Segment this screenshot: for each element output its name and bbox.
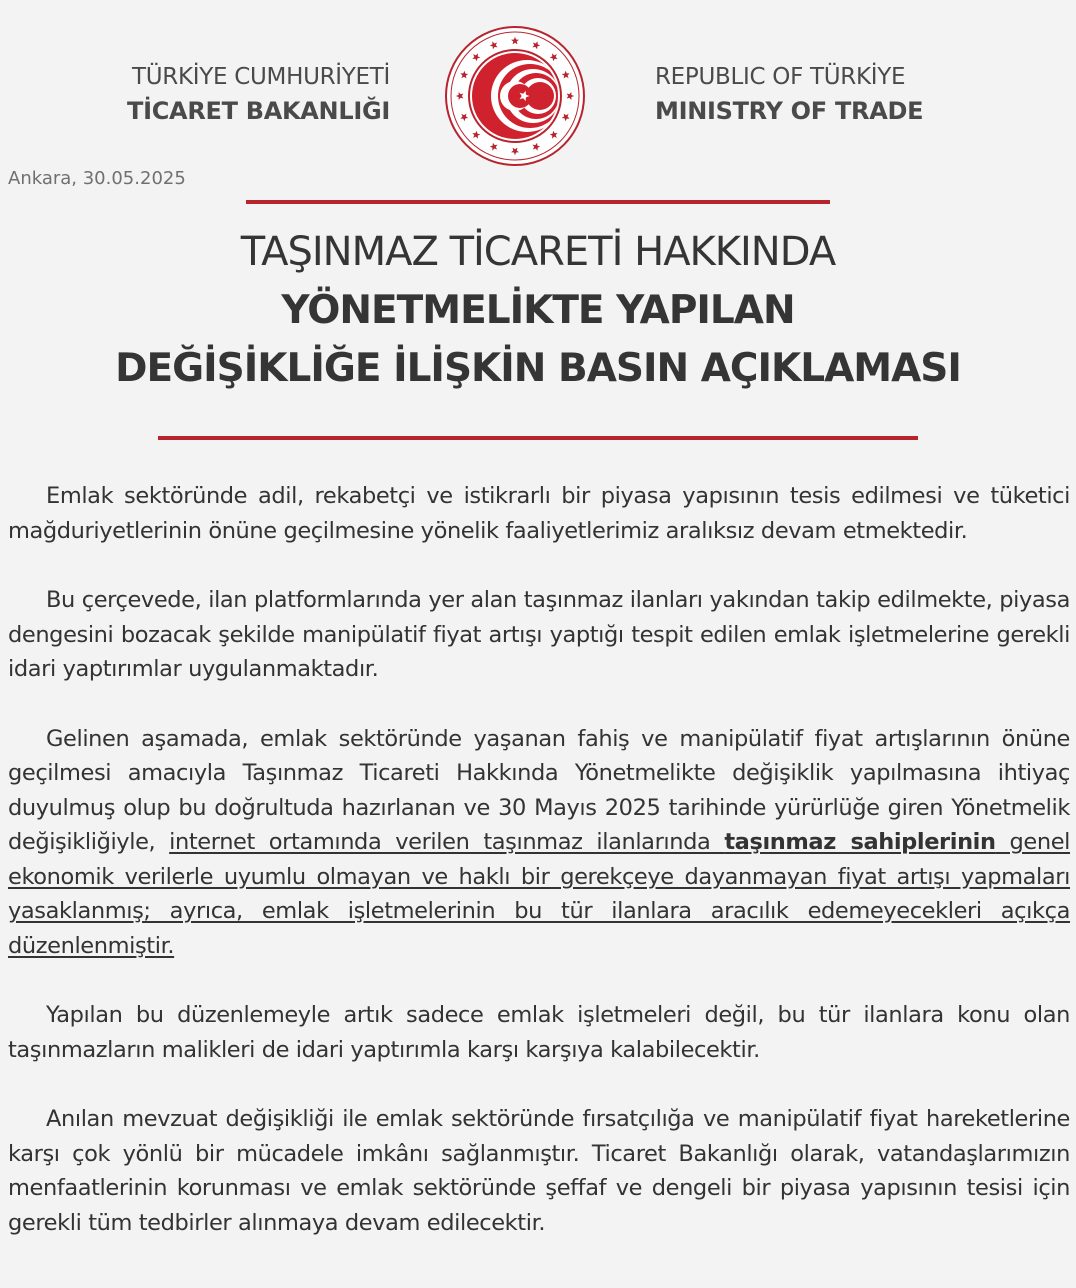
header-left bbox=[60, 60, 390, 128]
title-line1: TAŞINMAZ TİCARETİ HAKKINDA bbox=[240, 229, 836, 275]
header-left-line1: TÜRKİYE CUMHURİYETİ bbox=[132, 64, 390, 90]
paragraph-2: Bu çerçevede, ilan platformlarında yer alan taşınmaz ilanları yakından takip edilmekte, piyasa dengesini bozacak şekilde manipülatif fiyat artışı yaptığı tespit edilen emlak işletmelerine gerekli idari yaptırımlar uygulanmaktadır. bbox=[8, 587, 1070, 682]
paragraph-4: Yapılan bu düzenlemeyle artık sadece emlak işletmeleri değil, bu tür ilanlara konu olan taşınmazların malikleri de idari yaptırımla karşı karşıya kalabilecektir. bbox=[8, 1002, 1070, 1063]
paragraph-1: Emlak sektöründe adil, rekabetçi ve istikrarlı bir piyasa yapısının tesis edilmesi ve tüketici mağduriyetlerinin önüne geçilmesine yönelik faaliyetlerimiz aralıksız devam etmektedir. bbox=[8, 483, 1070, 544]
press-release-date: Ankara, 30.05.2025 bbox=[8, 168, 186, 189]
header-right-line2: MINISTRY OF TRADE bbox=[655, 97, 924, 125]
top-divider bbox=[246, 200, 830, 204]
page-title bbox=[0, 222, 1076, 398]
title-line3: DEĞİŞİKLİĞE İLİŞKİN BASIN AÇIKLAMASI bbox=[115, 346, 961, 391]
paragraph-3 bbox=[8, 722, 1070, 964]
paragraph-5: Anılan mevzuat değişikliği ile emlak sektöründe fırsatçılığa ve manipülatif fiyat hareketlerine karşı çok yönlü bir mücadele imkânı sağlanmıştır. Ticaret Bakanlığı olarak, vatandaşlarımızın menfaatlerinin korunması ve emlak sektöründe şeffaf ve dengeli bir piyasa yapısının tesisi için gerekli tüm tedbirler alınmaya devam edilecektir. bbox=[8, 1106, 1070, 1236]
paragraph-3-underlined-b: genel ekonomik verilerle uyumlu olmayan ve haklı bir gerekçeye dayanmayan fiyat artışı yapmaları yasaklanmış; ayrıca, emlak işletmelerinin bu tür ilanlara aracılık edemeyecekleri açıkça düzenlenmiştir. bbox=[8, 829, 1070, 959]
paragraph-3-bold-phrase: taşınmaz sahiplerinin bbox=[724, 829, 996, 855]
paragraph-3-intro: Gelinen aşamada, emlak sektöründe yaşanan fahiş ve manipülatif fiyat artışlarının önüne geçilmesi amacıyla Taşınmaz Ticareti Hakkında Yönetmelikte değişiklik yapılmasına ihtiyaç duyulmuş olup bu doğrultuda hazırlanan ve 30 Mayıs 2025 tarihinde yürürlüğe giren Yönetmelik değişikliğiyle, bbox=[8, 725, 1070, 855]
ministry-seal-icon bbox=[445, 26, 585, 166]
header-right bbox=[655, 60, 985, 128]
header-left-line2: TİCARET BAKANLIĞI bbox=[127, 97, 390, 125]
press-release-body bbox=[8, 479, 1070, 1275]
paragraph-3-underlined-a: internet ortamında verilen taşınmaz ilanlarında bbox=[169, 829, 725, 855]
title-line2: YÖNETMELİKTE YAPILAN bbox=[281, 288, 795, 333]
header-right-line1: REPUBLIC OF TÜRKİYE bbox=[655, 64, 906, 90]
bottom-divider bbox=[158, 436, 918, 440]
